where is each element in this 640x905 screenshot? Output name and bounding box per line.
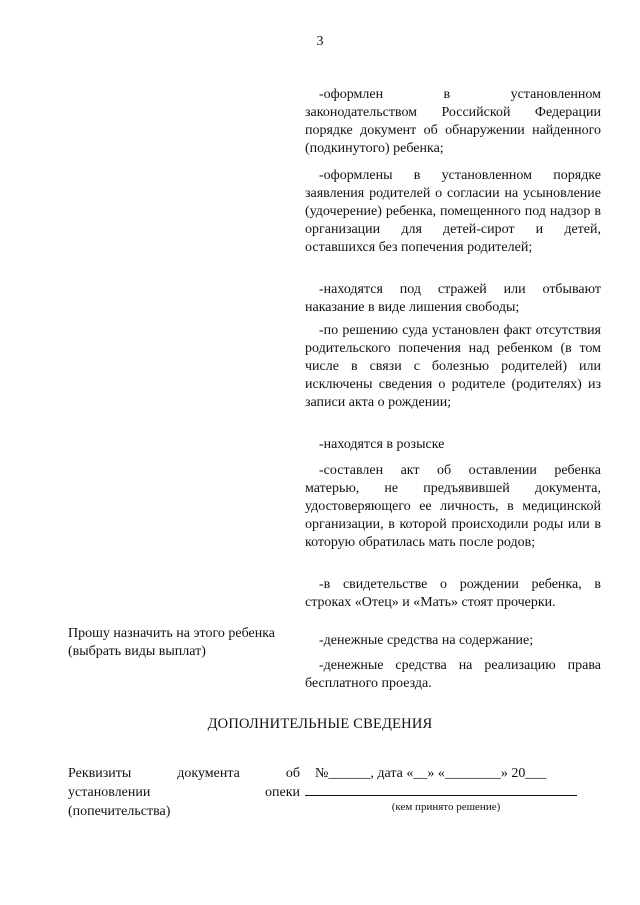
condition-item-5 xyxy=(305,436,601,454)
payment-option-1 xyxy=(305,632,601,650)
page-number: 3 xyxy=(316,34,324,49)
payment-option-2 xyxy=(305,657,601,693)
condition-text: -находятся в розыске xyxy=(319,437,445,452)
condition-text: -находятся под стражей или отбывают наказание в виде лишения свободы; xyxy=(305,282,601,315)
condition-item-2 xyxy=(305,167,601,257)
condition-text: -составлен акт об оставлении ребенка матерью, не предъявившей документа, удостоверяющего ее личность, в медицинской организации, в которой происходили роды или в которую обратилась мать после родов; xyxy=(305,463,601,550)
number-date-field[interactable]: №______, дата «__» «________» 20___ xyxy=(315,766,547,781)
condition-item-1 xyxy=(305,86,601,158)
payments-label xyxy=(68,625,300,661)
condition-item-7 xyxy=(305,576,601,612)
decision-authority-caption: (кем принято решение) xyxy=(391,801,501,813)
requisites-word: установлении xyxy=(68,785,151,800)
requisites-label xyxy=(68,764,300,821)
payments-label-line1: Прошу назначить на этого ребенка xyxy=(68,626,276,641)
payment-option-text: -денежные средства на реализацию права бесплатного проезда. xyxy=(305,658,601,691)
requisites-fields xyxy=(315,764,605,817)
decision-authority-line[interactable] xyxy=(305,783,577,796)
condition-text: -оформлены в установленном порядке заявления родителей о согласии на усыновление (удочерение) ребенка, помещенного под надзор в организации для детей-сирот и детей, оставшихся без попечения родителей; xyxy=(305,168,601,255)
condition-item-3 xyxy=(305,281,601,317)
condition-item-6 xyxy=(305,462,601,552)
condition-text: -оформлен в установленном законодательством Российской Федерации порядке документ об обнаружении найденного (подкинутого) ребенка; xyxy=(305,87,601,156)
requisites-word: об xyxy=(285,766,300,781)
condition-text: -в свидетельстве о рождении ребенка, в строках «Отец» и «Мать» стоят прочерки. xyxy=(305,577,601,610)
requisites-word: документа xyxy=(177,766,240,781)
requisites-word: Реквизиты xyxy=(68,766,132,781)
requisites-word: опеки xyxy=(265,785,300,800)
payments-label-line2: (выбрать виды выплат) xyxy=(68,644,206,659)
condition-item-4 xyxy=(305,322,601,412)
additional-info-title: ДОПОЛНИТЕЛЬНЫЕ СВЕДЕНИЯ xyxy=(207,716,433,732)
requisites-word: (попечительства) xyxy=(68,804,171,819)
condition-text: -по решению суда установлен факт отсутствия родительского попечения над ребенком (в том числе в связи с болезнью родителей) или исключены сведения о родителе (родителях) из записи акта о рождении; xyxy=(305,323,601,410)
payment-option-text: -денежные средства на содержание; xyxy=(319,633,534,648)
